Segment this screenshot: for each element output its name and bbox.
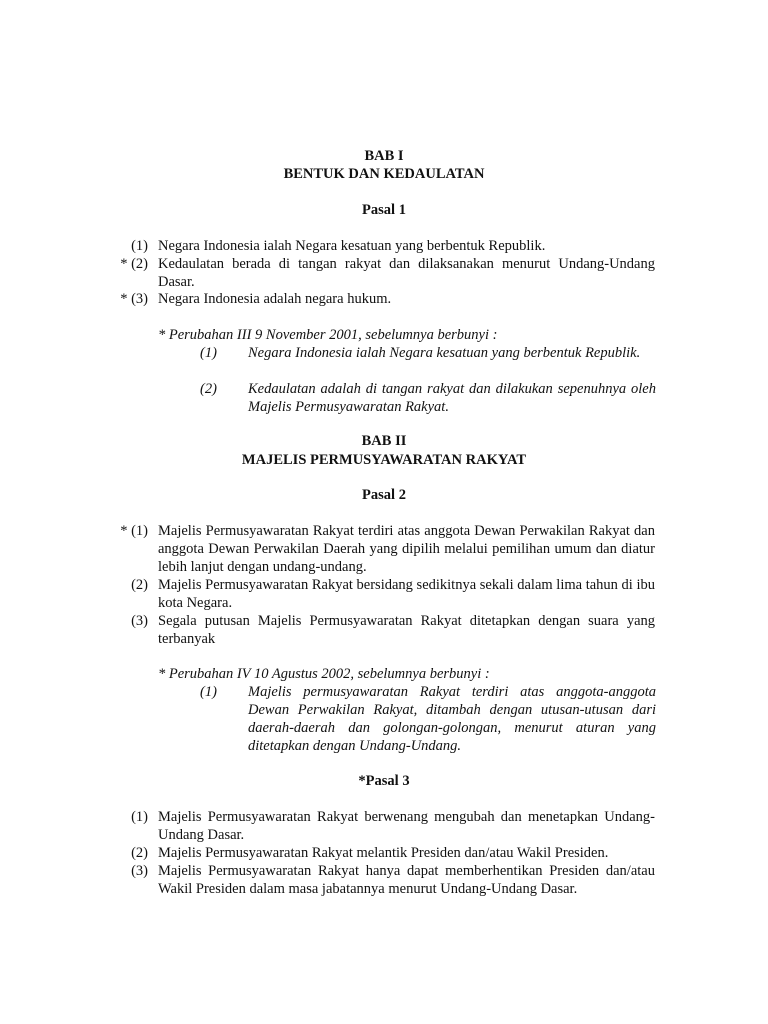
clause-number: (2) xyxy=(131,845,148,861)
clause-number: (1) xyxy=(200,684,217,700)
clause-number: (1) xyxy=(131,809,148,825)
clause-text: Kedaulatan adalah di tangan rakyat dan dilakukan sepenuhnya oleh Majelis Permusyawaratan Rakyat. xyxy=(248,381,656,415)
clause-text: Negara Indonesia adalah negara hukum. xyxy=(158,291,392,307)
clause-text: Negara Indonesia ialah Negara kesatuan yang berbentuk Republik. xyxy=(248,345,641,361)
chapter-number: BAB II xyxy=(361,433,407,449)
clause-text: Majelis Permusyawaratan Rakyat hanya dapat memberhentikan Presiden dan/atau Wakil Presiden dalam masa jabatannya menurut Undang-Undang Dasar. xyxy=(158,863,655,897)
clause-text: Majelis permusyawaratan Rakyat terdiri atas anggota-anggota Dewan Perwakilan Rakyat, ditambah dengan utusan-utusan dari daerah-daerah dan golongan-golongan, menurut aturan yang ditetapkan dengan Undang-Undang. xyxy=(248,684,656,754)
clause-text: Kedaulatan berada di tangan rakyat dan dilaksanakan menurut Undang-Undang Dasar. xyxy=(158,256,655,290)
clause-text: Negara Indonesia ialah Negara kesatuan yang berbentuk Republik. xyxy=(158,238,546,254)
chapter-title: MAJELIS PERMUSYAWARATAN RAKYAT xyxy=(241,452,527,468)
clause-number: (2) xyxy=(131,577,148,593)
chapter-title: BENTUK DAN KEDAULATAN xyxy=(283,166,485,182)
chapter-number: BAB I xyxy=(364,148,404,164)
clause-number: (1) xyxy=(131,238,148,254)
clause-number: * (2) xyxy=(120,256,148,272)
clause-text: Segala putusan Majelis Permusyawaratan Rakyat ditetapkan dengan suara yang terbanyak xyxy=(158,613,655,647)
article-heading: Pasal 1 xyxy=(362,202,406,218)
clause-text: Majelis Permusyawaratan Rakyat bersidang sedikitnya sekali dalam lima tahun di ibu kota Negara. xyxy=(158,577,655,611)
clause-text: Majelis Permusyawaratan Rakyat melantik Presiden dan/atau Wakil Presiden. xyxy=(158,845,609,861)
clause-number: (2) xyxy=(200,381,217,397)
article-heading: *Pasal 3 xyxy=(358,773,410,789)
clause-number: (1) xyxy=(200,345,217,361)
clause-number: * (3) xyxy=(120,291,148,307)
clause-number: (3) xyxy=(131,613,148,629)
amendment-note: * Perubahan IV 10 Agustus 2002, sebelumnya berbunyi : xyxy=(158,666,490,682)
article-heading: Pasal 2 xyxy=(362,487,406,503)
clause-text: Majelis Permusyawaratan Rakyat berwenang mengubah dan menetapkan Undang-Undang Dasar. xyxy=(158,809,655,843)
clause-number: * (1) xyxy=(120,523,148,539)
amendment-note: * Perubahan III 9 November 2001, sebelumnya berbunyi : xyxy=(158,327,498,343)
clause-number: (3) xyxy=(131,863,148,879)
clause-text: Majelis Permusyawaratan Rakyat terdiri atas anggota Dewan Perwakilan Rakyat dan anggota Dewan Perwakilan Daerah yang dipilih melalui pemilihan umum dan diatur lebih lanjut dengan undang-undang. xyxy=(158,523,655,575)
